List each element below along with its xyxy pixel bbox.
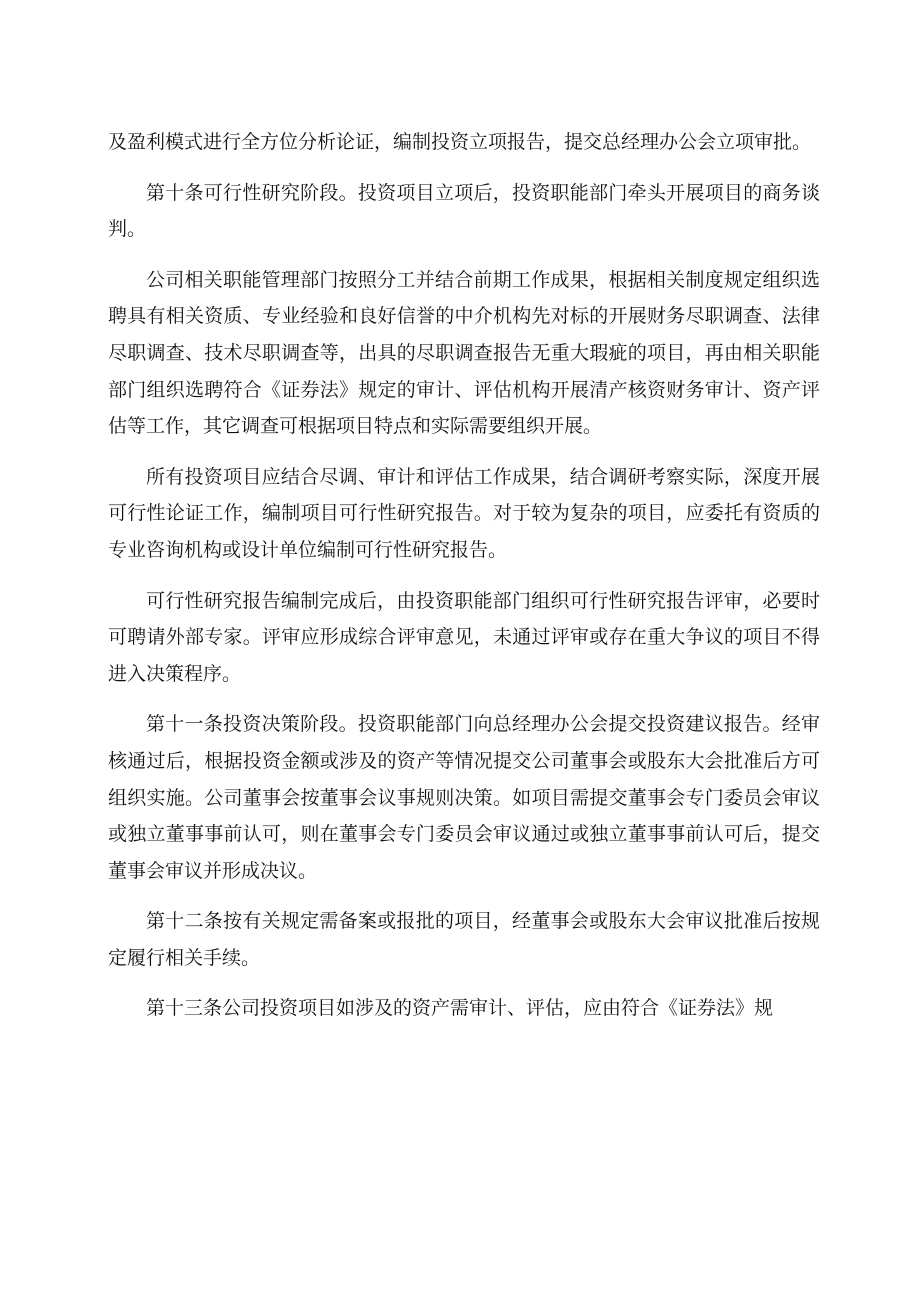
paragraph-due-diligence: 公司相关职能管理部门按照分工并结合前期工作成果，根据相关制度规定组织选聘具有相关资质、专业经验和良好信誉的中介机构先对标的开展财务尽职调查、法律尽职调查、技术尽职调查等，出具的尽职调查报告无重大瑕疵的项目，再由相关职能部门组织选聘符合《证券法》规定的审计、评估机构开展清产核资财务审计、资产评估等工作，其它调查可根据项目特点和实际需要组织开展。: [108, 268, 820, 438]
paragraph-article-10: 第十条可行性研究阶段。投资项目立项后，投资职能部门牵头开展项目的商务谈判。: [108, 181, 820, 241]
paragraph-article-11: 第十一条投资决策阶段。投资职能部门向总经理办公会提交投资建议报告。经审核通过后，根据投资金额或涉及的资产等情况提交公司董事会或股东大会批准后方可组织实施。公司董事会按董事会议事规则决策。如项目需提交董事会专门委员会审议或独立董事事前认可，则在董事会专门委员会审议通过或独立董事事前认可后，提交董事会审议并形成决议。: [108, 713, 820, 882]
paragraph-feasibility-review: 可行性研究报告编制完成后，由投资职能部门组织可行性研究报告评审，必要时可聘请外部专家。评审应形成综合评审意见，未通过评审或存在重大争议的项目不得进入决策程序。: [108, 589, 820, 685]
paragraph-feasibility-study: 所有投资项目应结合尽调、审计和评估工作成果，结合调研考察实际，深度开展可行性论证工作，编制项目可行性研究报告。对于较为复杂的项目，应委托有资质的专业咨询机构或设计单位编制可行性研究报告。: [108, 465, 820, 561]
paragraph-article-13: 第十三条公司投资项目如涉及的资产需审计、评估，应由符合《证券法》规: [146, 997, 774, 1020]
paragraph-continued: 及盈利模式进行全方位分析论证，编制投资立项报告，提交总经理办公会立项审批。: [108, 131, 812, 153]
paragraph-article-12: 第十二条按有关规定需备案或报批的项目，经董事会或股东大会审议批准后按规定履行相关手续。: [108, 910, 820, 969]
